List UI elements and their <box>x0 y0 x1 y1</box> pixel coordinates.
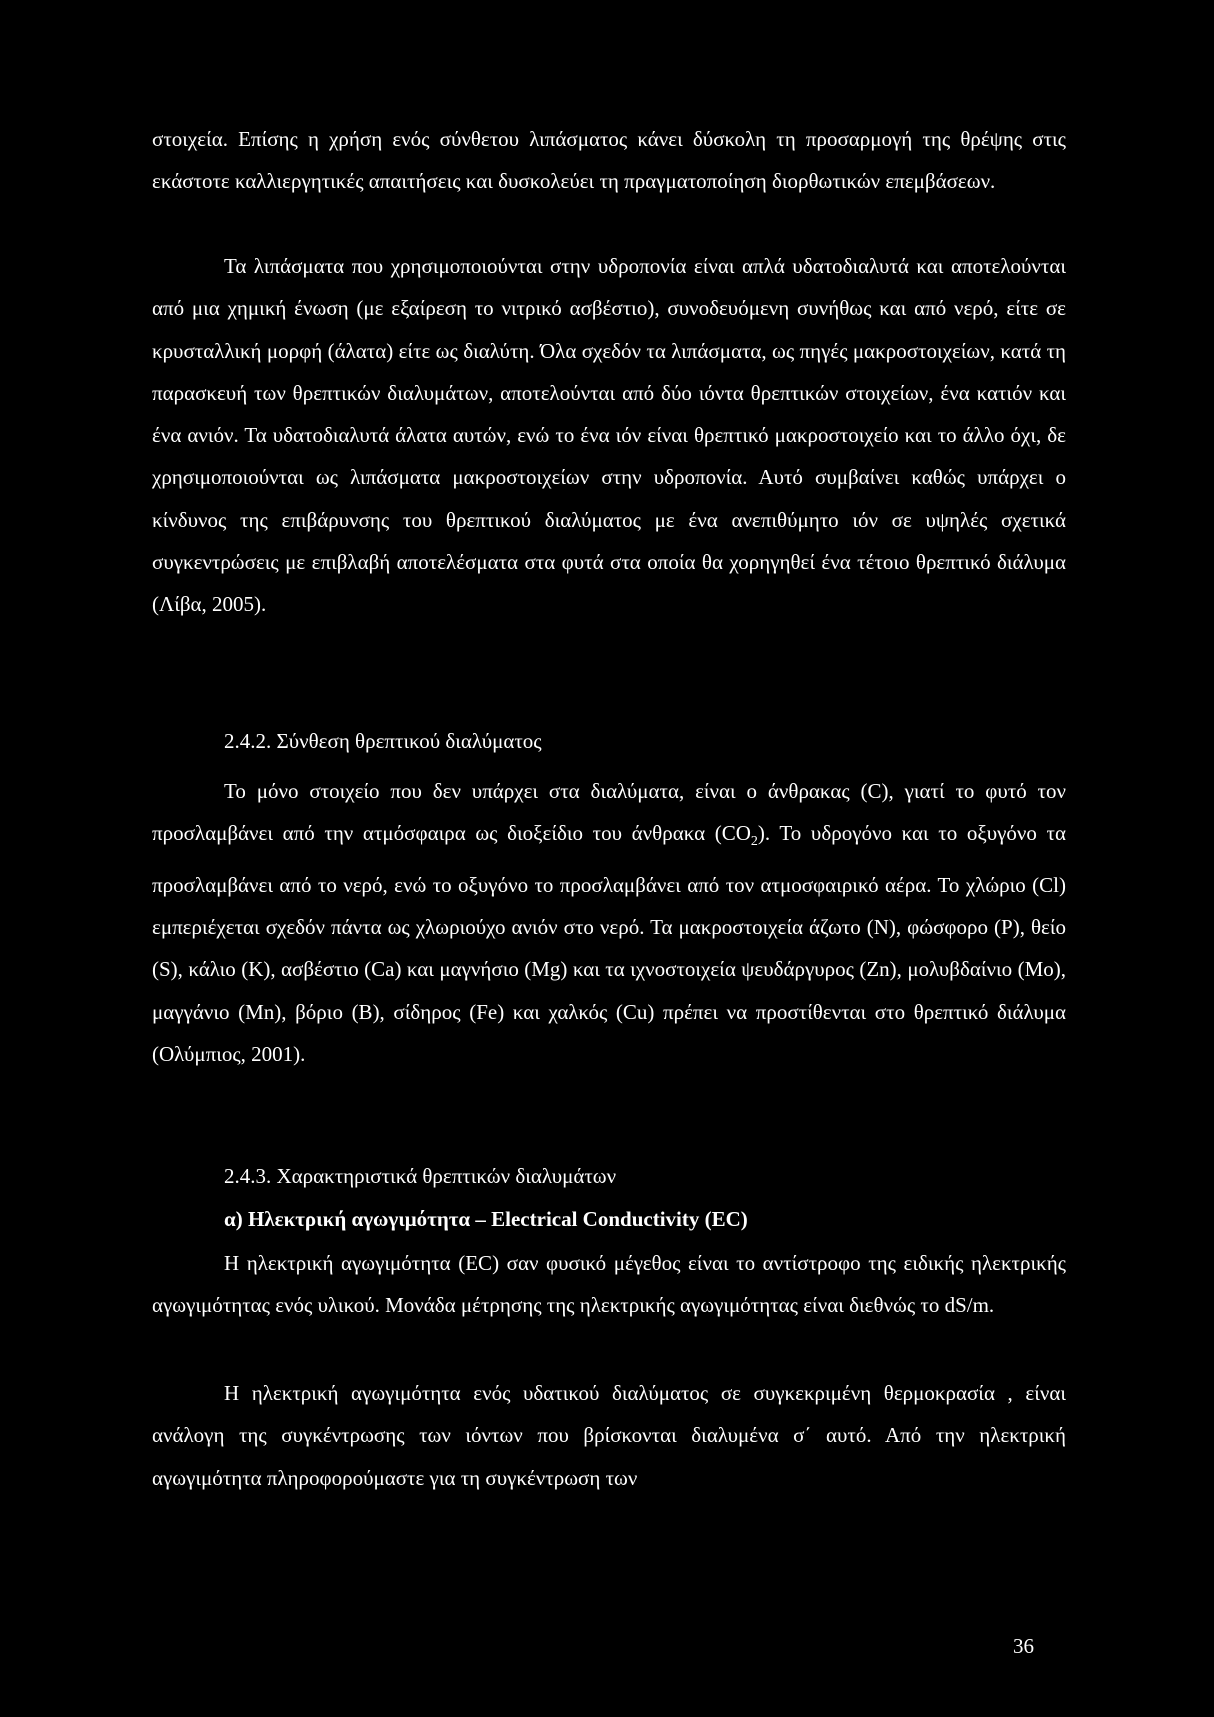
paragraph-text-part1: Το μόνο στοιχείο που δεν υπάρχει στα διαλύματα, είναι ο άνθρακας (C), γιατί το φυτό τον προσλαμβάνει από την ατμόσφαιρα ως διοξείδιο του άνθρακα (CO <box>152 779 1066 846</box>
subscript-2: 2 <box>750 834 758 850</box>
paragraph-solution-composition <box>152 770 1066 1075</box>
paragraph-text-part2: ). Το υδρογόνο και το οξυγόνο τα προσλαμβάνει από το νερό, ενώ το οξυγόνο το προσλαμβάνει από τον ατμοσφαιρικό αέρα. Το χλώριο (Cl) εμπεριέχεται σχεδόν πάντα ως χλωριούχο ανιόν στο νερό. Τα μακροστοιχεία άζωτο (N), φώσφορο (P), θείο (S), κάλιο (K), ασβέστιο (Ca) και μαγνήσιο (Mg) και τα ιχνοστοιχεία ψευδάργυρος (Zn), μολυβδαίνιο (Mo), μαγγάνιο (Mn), βόριο (B), σίδηρος (Fe) και χαλκός (Cu) πρέπει να προστίθενται στο θρεπτικό διάλυμα (Ολύμπιος, 2001). <box>152 821 1066 1066</box>
section-heading-2-4-2: 2.4.2. Σύνθεση θρεπτικού διαλύματος <box>224 729 542 753</box>
paragraph-fertilizers: Τα λιπάσματα που χρησιμοποιούνται στην υδροπονία είναι απλά υδατοδιαλυτά και αποτελούνται από μια χημική ένωση (με εξαίρεση το νιτρικό ασβέστιο), συνοδευόμενη συνήθως και από νερό, είτε σε κρυσταλλική μορφή (άλατα) είτε ως διαλύτη. Όλα σχεδόν τα λιπάσματα, ως πηγές μακροστοιχείων, κατά τη παρασκευή των θρεπτικών διαλυμάτων, αποτελούνται από δύο ιόντα θρεπτικών στοιχείων, ένα κατιόν και ένα ανιόν. Τα υδατοδιαλυτά άλατα αυτών, ενώ το ένα ιόν είναι θρεπτικό μακροστοιχείο και το άλλο όχι, δε χρησιμοποιούνται ως λιπάσματα μακροστοιχείων στην υδροπονία. Αυτό συμβαίνει καθώς υπάρχει ο κίνδυνος της επιβάρυνσης του θρεπτικού διαλύματος με ένα ανεπιθύμητο ιόν σε υψηλές σχετικά συγκεντρώσεις με επιβλαβή αποτελέσματα στα φυτά στα οποία θα χορηγηθεί ένα τέτοιο θρεπτικό διάλυμα (Λίβα, 2005). <box>152 254 1066 617</box>
paragraph-continuation: στοιχεία. Επίσης η χρήση ενός σύνθετου λιπάσματος κάνει δύσκολη τη προσαρμογή της θρέψης στις εκάστοτε καλλιεργητικές απαιτήσεις και δυσκολεύει τη πραγματοποίηση διορθωτικών επεμβάσεων. <box>152 127 1066 194</box>
paragraph-ec-definition: Η ηλεκτρική αγωγιμότητα (EC) σαν φυσικό μέγεθος είναι το αντίστροφο της ειδικής ηλεκτρικής αγωγιμότητας ενός υλικού. Μονάδα μέτρησης της ηλεκτρικής αγωγιμότητας είναι διεθνώς το dS/m. <box>152 1251 1066 1318</box>
subsection-heading-ec: α) Ηλεκτρική αγωγιμότητα – Electrical Conductivity (EC) <box>224 1207 748 1231</box>
section-heading-2-4-3: 2.4.3. Χαρακτηριστικά θρεπτικών διαλυμάτων <box>224 1164 617 1188</box>
page-number: 36 <box>1013 1634 1034 1658</box>
paragraph-ec-concentration: Η ηλεκτρική αγωγιμότητα ενός υδατικού διαλύματος σε συγκεκριμένη θερμοκρασία , είναι ανάλογη της συγκέντρωσης των ιόντων που βρίσκονται διαλυμένα σ΄ αυτό. Από την ηλεκτρική αγωγιμότητα πληροφορούμαστε για τη συγκέντρωση των <box>152 1381 1066 1490</box>
